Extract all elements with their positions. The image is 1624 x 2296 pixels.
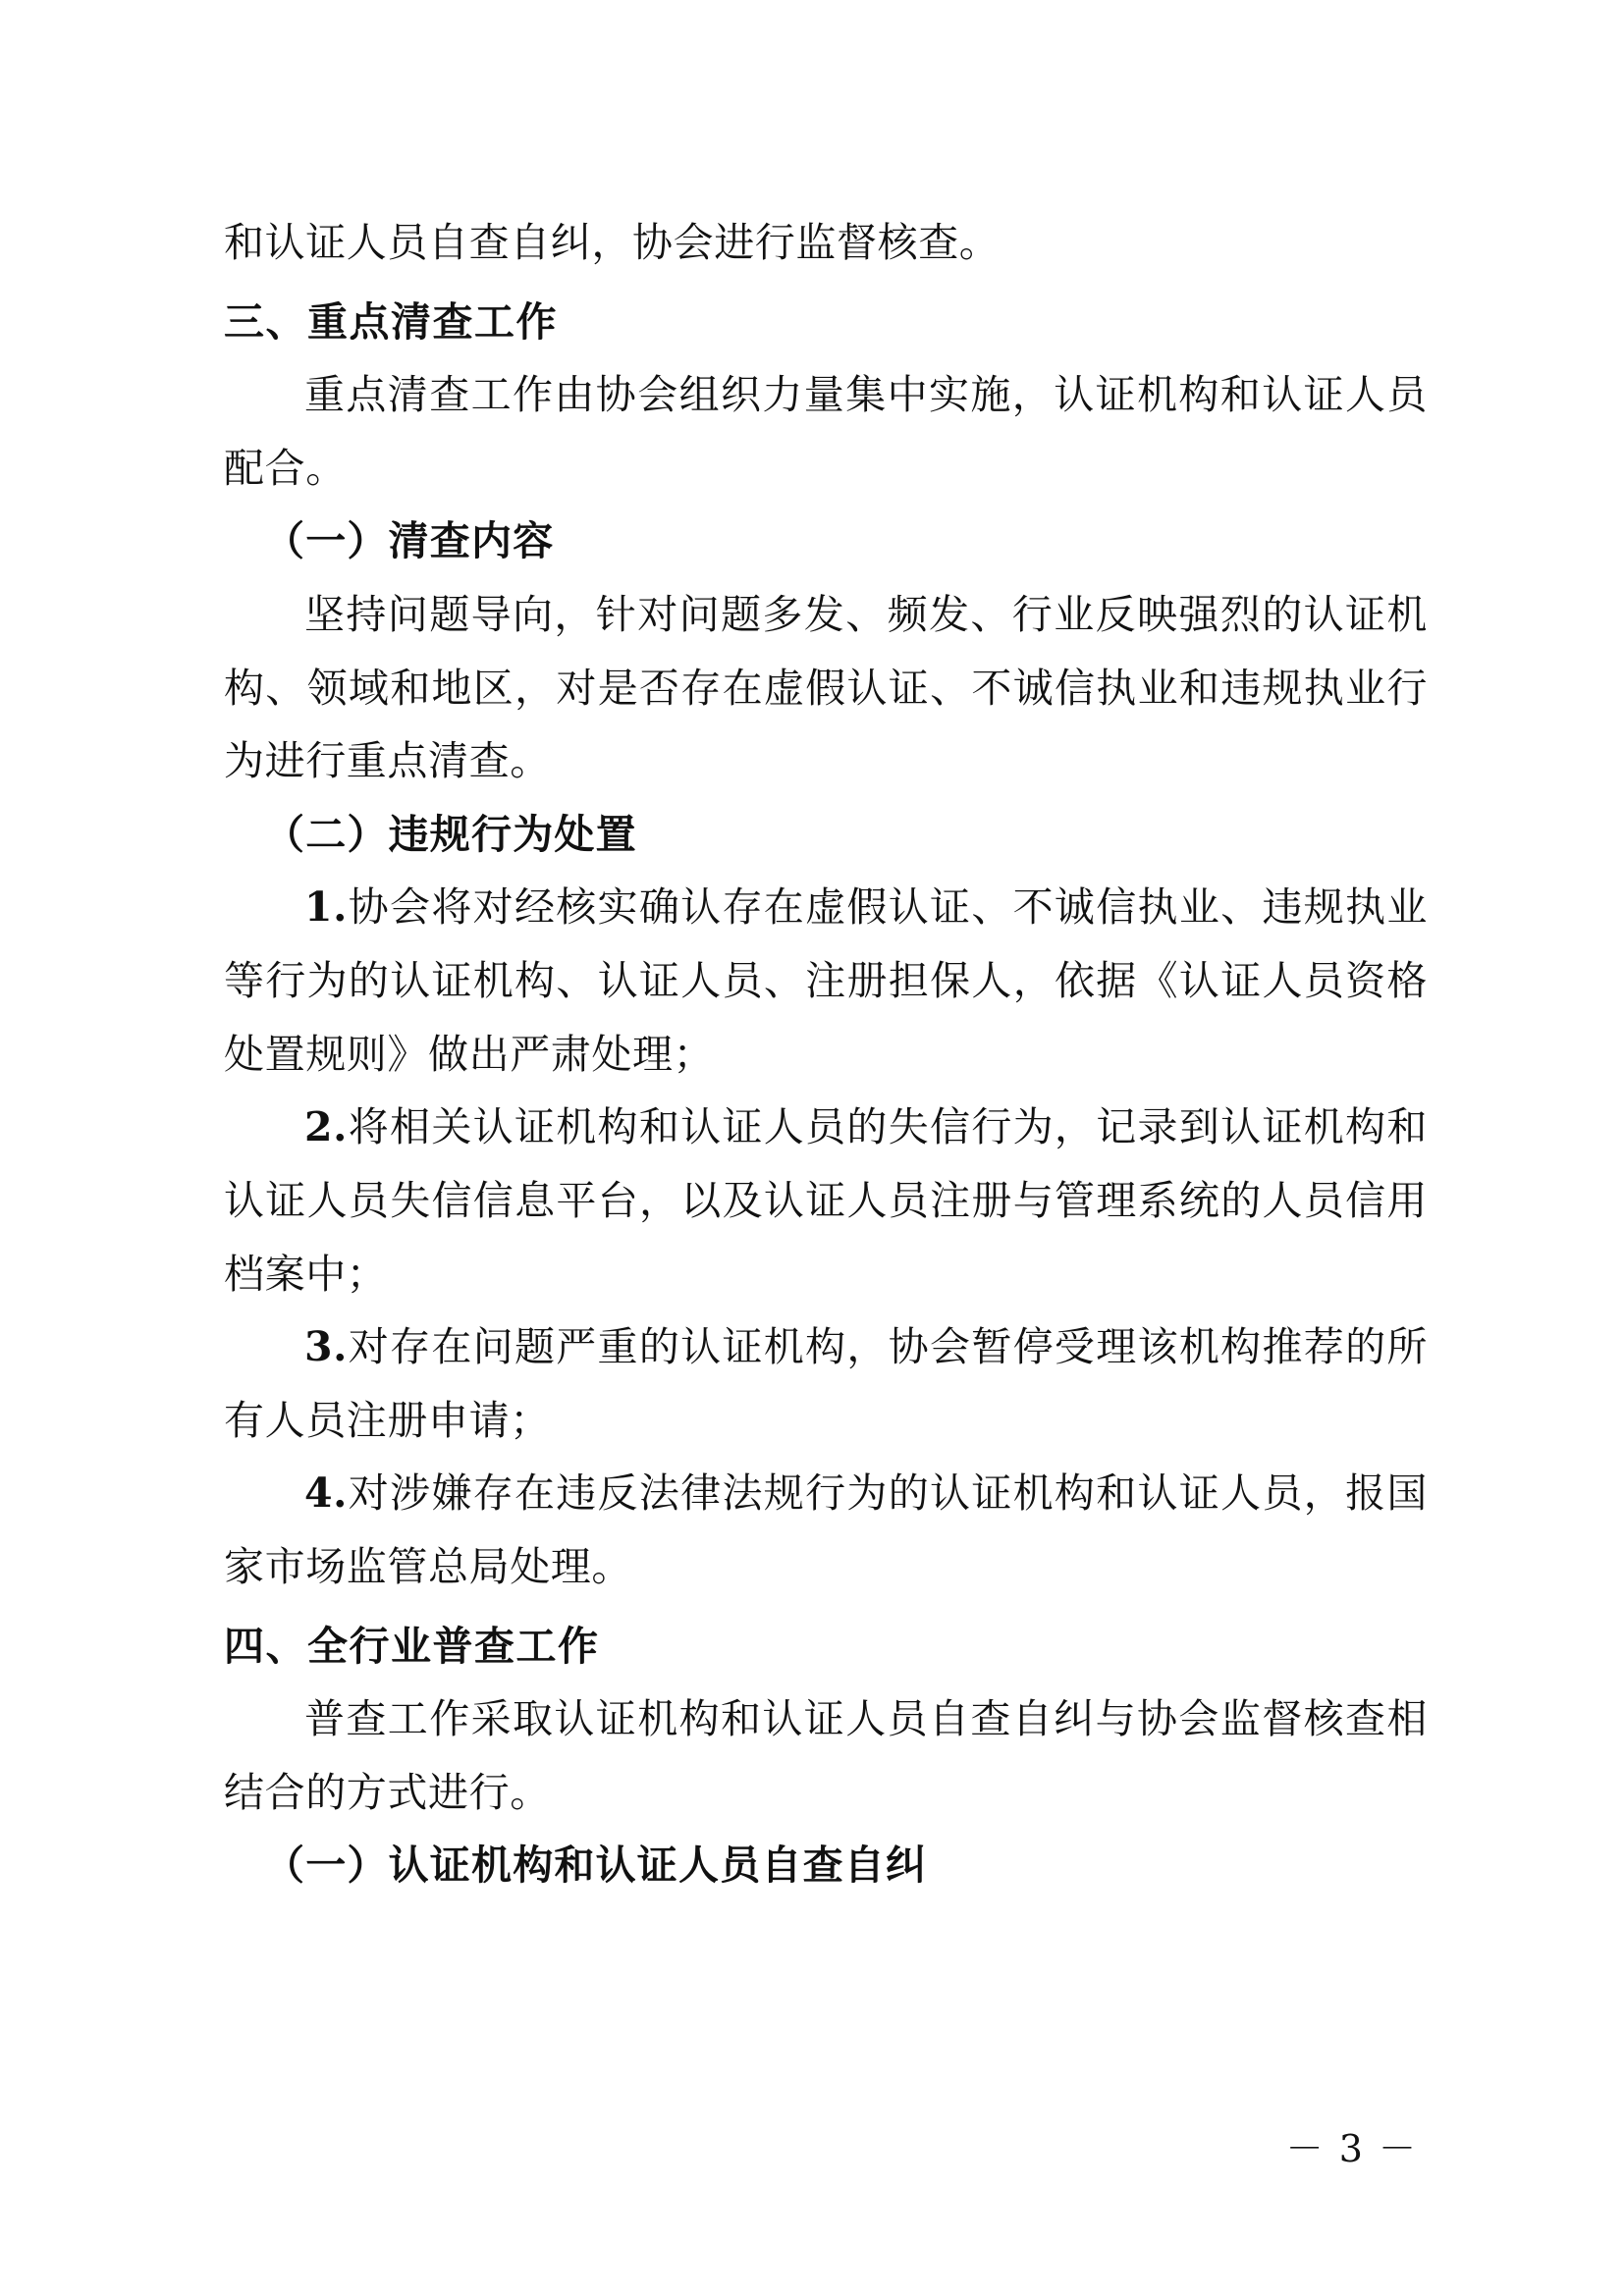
list-item-number: 1.: [304, 883, 349, 932]
list-item-number: 4.: [304, 1469, 349, 1518]
section-heading-four: 四、全行业普查工作: [224, 1622, 600, 1670]
list-item: [224, 1457, 1428, 1603]
page-number: － 3 －: [1285, 2127, 1418, 2170]
list-item: [224, 871, 1428, 1091]
section-heading-three: 三、重点清查工作: [224, 297, 558, 346]
list-item-number: 2.: [304, 1103, 349, 1151]
list-item-text: 将相关认证机构和认证人员的失信行为，记录到认证机构和认证人员失信信息平台，以及认证人员注册与管理系统的人员信用档案中；: [224, 1103, 1428, 1298]
subsection-heading-violation-handling: （二）违规行为处置: [264, 810, 637, 858]
list-item: [224, 1091, 1428, 1310]
list-item-text: 对涉嫌存在违反法律法规行为的认证机构和认证人员，报国家市场监管总局处理。: [224, 1469, 1428, 1590]
document-body: [224, 206, 1428, 1902]
list-item-text: 对存在问题严重的认证机构，协会暂停受理该机构推荐的所有人员注册申请；: [224, 1323, 1428, 1444]
subsection-heading-inspection-content: （一）清查内容: [264, 517, 555, 565]
paragraph-continuation: 和认证人员自查自纠，协会进行监督核查。: [224, 219, 1001, 266]
list-item-number: 3.: [304, 1323, 349, 1371]
subsection-heading-self-inspection: （一）认证机构和认证人员自查自纠: [264, 1842, 928, 1890]
paragraph-key-inspection-intro: 重点清查工作由协会组织力量集中实施，认证机构和认证人员配合。: [224, 371, 1428, 492]
list-item: [224, 1310, 1428, 1457]
paragraph-census-intro: 普查工作采取认证机构和认证人员自查自纠与协会监督核查相结合的方式进行。: [224, 1695, 1428, 1816]
list-item-text: 协会将对经核实确认存在虚假认证、不诚信执业、违规执业等行为的认证机构、认证人员、注册担保人，依据《认证人员资格处置规则》做出严肃处理；: [224, 883, 1428, 1078]
paragraph-inspection-content: 坚持问题导向，针对问题多发、频发、行业反映强烈的认证机构、领域和地区，对是否存在虚假认证、不诚信执业和违规执业行为进行重点清查。: [224, 591, 1428, 785]
